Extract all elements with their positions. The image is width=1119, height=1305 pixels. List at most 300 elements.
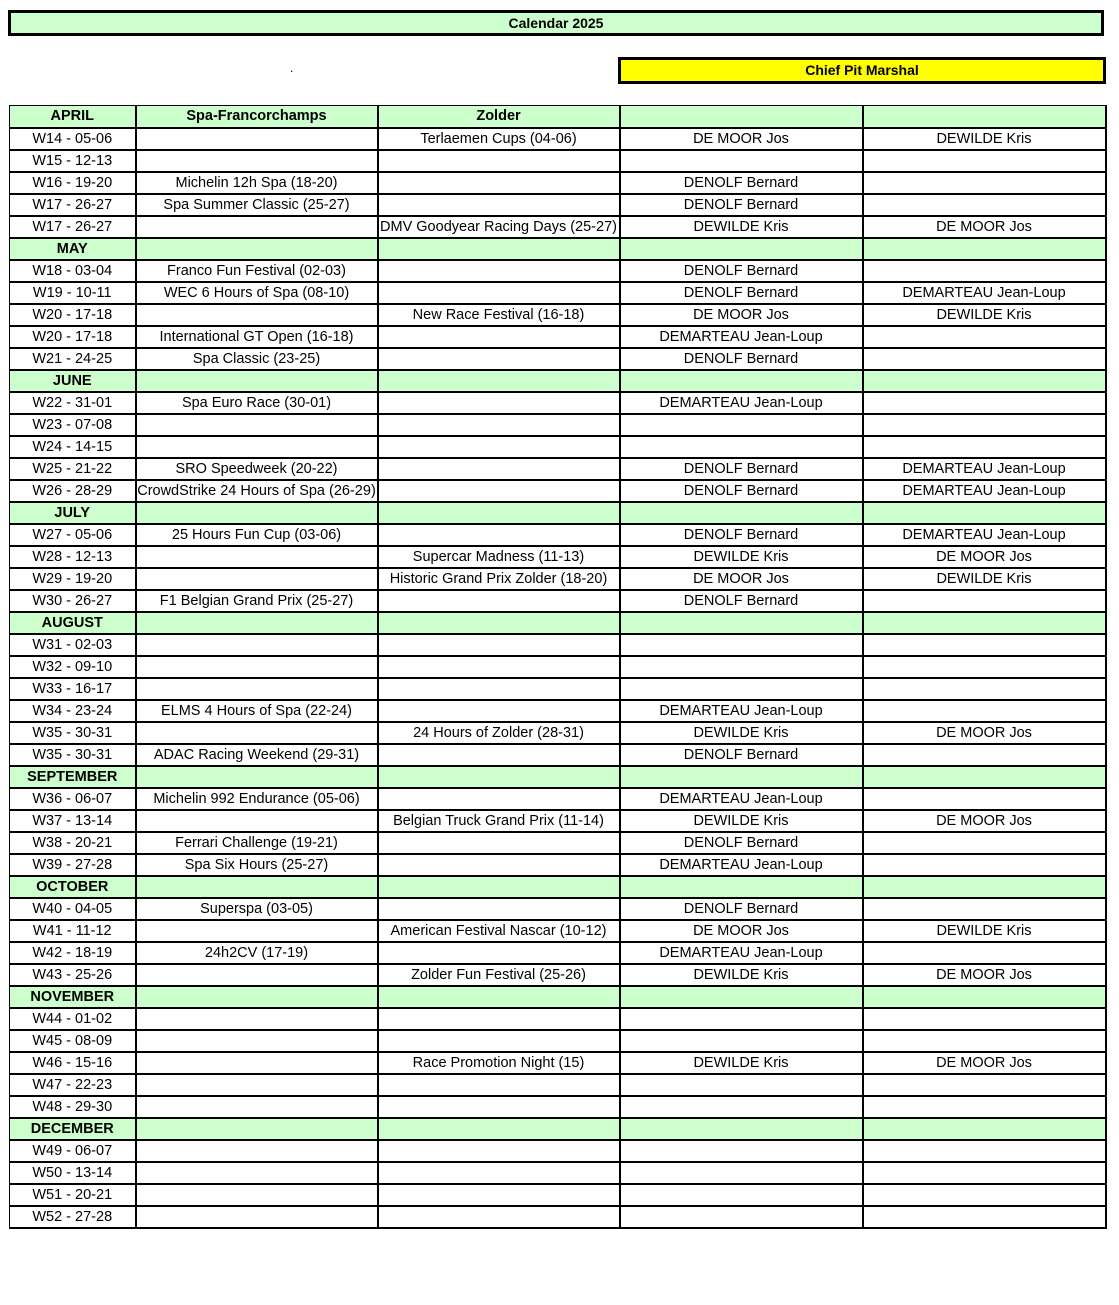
marshal-1-cell: DEWILDE Kris xyxy=(620,810,863,832)
table-row xyxy=(10,194,1106,216)
spa-event-cell: Spa Classic (23-25) xyxy=(136,348,378,370)
zolder-event-cell xyxy=(378,370,620,392)
table-row xyxy=(10,1074,1106,1096)
marshal-1-cell: DEMARTEAU Jean-Loup xyxy=(620,700,863,722)
marshal-2-cell xyxy=(863,788,1106,810)
spa-event-cell xyxy=(136,656,378,678)
zolder-event-cell xyxy=(378,458,620,480)
marshal-2-cell: DE MOOR Jos xyxy=(863,964,1106,986)
marshal-2-cell xyxy=(863,898,1106,920)
stray-mark: . xyxy=(290,61,294,75)
month-row xyxy=(10,1118,1106,1140)
zolder-event-cell: Zolder Fun Festival (25-26) xyxy=(378,964,620,986)
table-row xyxy=(10,920,1106,942)
zolder-event-cell xyxy=(378,1096,620,1118)
spa-event-cell: Spa Euro Race (30-01) xyxy=(136,392,378,414)
week-cell: W26 - 28-29 xyxy=(10,480,136,502)
zolder-event-cell xyxy=(378,502,620,524)
spa-event-cell xyxy=(136,810,378,832)
week-cell: W36 - 06-07 xyxy=(10,788,136,810)
spa-event-cell xyxy=(136,128,378,150)
marshal-1-cell xyxy=(620,876,863,898)
marshal-1-cell: DEWILDE Kris xyxy=(620,1052,863,1074)
calendar-title: Calendar 2025 xyxy=(8,10,1104,36)
zolder-event-cell xyxy=(378,678,620,700)
table-row xyxy=(10,326,1106,348)
marshal-2-cell: DE MOOR Jos xyxy=(863,546,1106,568)
zolder-event-cell xyxy=(378,348,620,370)
zolder-event-cell xyxy=(378,876,620,898)
table-row xyxy=(10,634,1106,656)
zolder-event-cell xyxy=(378,656,620,678)
spa-event-cell xyxy=(136,1096,378,1118)
marshal-2-cell xyxy=(863,260,1106,282)
zolder-event-cell: American Festival Nascar (10-12) xyxy=(378,920,620,942)
marshal-2-cell xyxy=(863,744,1106,766)
marshal-1-cell: DENOLF Bernard xyxy=(620,194,863,216)
marshal-1-cell xyxy=(620,502,863,524)
marshal-2-cell xyxy=(863,194,1106,216)
zolder-event-cell xyxy=(378,898,620,920)
marshal-2-cell: DE MOOR Jos xyxy=(863,722,1106,744)
table-row xyxy=(10,260,1106,282)
marshal-2-cell xyxy=(863,172,1106,194)
marshal-2-cell xyxy=(863,590,1106,612)
zolder-event-cell xyxy=(378,414,620,436)
marshal-2-cell xyxy=(863,942,1106,964)
marshal-2-cell: DE MOOR Jos xyxy=(863,810,1106,832)
marshal-1-cell: DEWILDE Kris xyxy=(620,722,863,744)
zolder-event-cell xyxy=(378,1008,620,1030)
marshal-1-cell: DEMARTEAU Jean-Loup xyxy=(620,326,863,348)
table-row xyxy=(10,392,1106,414)
zolder-event-cell xyxy=(378,194,620,216)
spa-event-cell xyxy=(136,1008,378,1030)
table-row xyxy=(10,832,1106,854)
zolder-event-cell xyxy=(378,854,620,876)
marshal-1-cell xyxy=(620,1074,863,1096)
marshal-2-cell xyxy=(863,150,1106,172)
marshal-2-cell xyxy=(863,392,1106,414)
week-cell: W19 - 10-11 xyxy=(10,282,136,304)
zolder-event-cell: Supercar Madness (11-13) xyxy=(378,546,620,568)
spa-event-cell xyxy=(136,1140,378,1162)
table-row xyxy=(10,678,1106,700)
table-row xyxy=(10,1140,1106,1162)
zolder-event-cell xyxy=(378,436,620,458)
table-row xyxy=(10,568,1106,590)
week-cell: W39 - 27-28 xyxy=(10,854,136,876)
marshal-2-cell xyxy=(863,1030,1106,1052)
table-row xyxy=(10,458,1106,480)
spa-event-cell xyxy=(136,1206,378,1228)
week-cell: W20 - 17-18 xyxy=(10,326,136,348)
week-cell: W47 - 22-23 xyxy=(10,1074,136,1096)
week-cell: W14 - 05-06 xyxy=(10,128,136,150)
table-row xyxy=(10,304,1106,326)
spa-event-cell: WEC 6 Hours of Spa (08-10) xyxy=(136,282,378,304)
marshal-1-cell: DENOLF Bernard xyxy=(620,832,863,854)
table-row xyxy=(10,590,1106,612)
zolder-event-cell xyxy=(378,150,620,172)
zolder-event-cell xyxy=(378,612,620,634)
table-row xyxy=(10,722,1106,744)
zolder-event-cell xyxy=(378,1074,620,1096)
marshal-2-cell xyxy=(863,832,1106,854)
spa-event-cell xyxy=(136,1052,378,1074)
marshal-1-cell xyxy=(620,1140,863,1162)
month-row xyxy=(10,238,1106,260)
spa-event-cell: F1 Belgian Grand Prix (25-27) xyxy=(136,590,378,612)
week-cell: W23 - 07-08 xyxy=(10,414,136,436)
marshal-2-cell: DE MOOR Jos xyxy=(863,1052,1106,1074)
month-row xyxy=(10,766,1106,788)
zolder-event-cell xyxy=(378,1030,620,1052)
spa-event-cell xyxy=(136,678,378,700)
week-cell: W21 - 24-25 xyxy=(10,348,136,370)
marshal-1-cell xyxy=(620,656,863,678)
spa-event-cell: Franco Fun Festival (02-03) xyxy=(136,260,378,282)
month-label: OCTOBER xyxy=(10,876,136,898)
marshal-1-cell xyxy=(620,766,863,788)
spa-event-cell: International GT Open (16-18) xyxy=(136,326,378,348)
week-cell: W29 - 19-20 xyxy=(10,568,136,590)
table-row xyxy=(10,216,1106,238)
month-label: JUNE xyxy=(10,370,136,392)
table-row xyxy=(10,1184,1106,1206)
marshal-1-cell: DENOLF Bernard xyxy=(620,590,863,612)
month-row xyxy=(10,876,1106,898)
zolder-event-cell: Belgian Truck Grand Prix (11-14) xyxy=(378,810,620,832)
spa-event-cell xyxy=(136,964,378,986)
zolder-event-cell xyxy=(378,1162,620,1184)
spa-event-cell xyxy=(136,1118,378,1140)
month-row xyxy=(10,612,1106,634)
month-label: AUGUST xyxy=(10,612,136,634)
spa-event-cell xyxy=(136,370,378,392)
marshal-2-cell xyxy=(863,436,1106,458)
spa-event-cell xyxy=(136,546,378,568)
zolder-event-cell xyxy=(378,1140,620,1162)
marshal-2-cell xyxy=(863,986,1106,1008)
marshal-2-cell: DE MOOR Jos xyxy=(863,216,1106,238)
spa-event-cell: 25 Hours Fun Cup (03-06) xyxy=(136,524,378,546)
spa-event-cell: Spa Six Hours (25-27) xyxy=(136,854,378,876)
week-cell: W15 - 12-13 xyxy=(10,150,136,172)
marshal-1-cell xyxy=(620,150,863,172)
month-row xyxy=(10,370,1106,392)
marshal-1-cell xyxy=(620,612,863,634)
zolder-event-cell: DMV Goodyear Racing Days (25-27) xyxy=(378,216,620,238)
marshal-2-cell xyxy=(863,612,1106,634)
header-marshal-1 xyxy=(620,106,863,128)
marshal-2-cell: DEMARTEAU Jean-Loup xyxy=(863,480,1106,502)
week-cell: W37 - 13-14 xyxy=(10,810,136,832)
spa-event-cell: CrowdStrike 24 Hours of Spa (26-29) xyxy=(136,480,378,502)
week-cell: W33 - 16-17 xyxy=(10,678,136,700)
marshal-1-cell: DENOLF Bernard xyxy=(620,458,863,480)
marshal-1-cell: DEWILDE Kris xyxy=(620,964,863,986)
marshal-2-cell xyxy=(863,876,1106,898)
marshal-1-cell: DENOLF Bernard xyxy=(620,744,863,766)
spa-event-cell xyxy=(136,304,378,326)
table-row xyxy=(10,128,1106,150)
week-cell: W27 - 05-06 xyxy=(10,524,136,546)
calendar-table xyxy=(9,105,1107,1229)
marshal-1-cell: DE MOOR Jos xyxy=(620,128,863,150)
week-cell: W30 - 26-27 xyxy=(10,590,136,612)
table-row xyxy=(10,524,1106,546)
marshal-1-cell xyxy=(620,1184,863,1206)
marshal-2-cell xyxy=(863,1206,1106,1228)
marshal-2-cell: DEWILDE Kris xyxy=(863,304,1106,326)
zolder-event-cell: New Race Festival (16-18) xyxy=(378,304,620,326)
spa-event-cell xyxy=(136,920,378,942)
zolder-event-cell xyxy=(378,788,620,810)
header-month: APRIL xyxy=(10,106,136,128)
chief-pit-marshal-label: Chief Pit Marshal xyxy=(618,57,1106,84)
week-cell: W32 - 09-10 xyxy=(10,656,136,678)
table-row xyxy=(10,1052,1106,1074)
marshal-2-cell xyxy=(863,348,1106,370)
week-cell: W16 - 19-20 xyxy=(10,172,136,194)
table-row xyxy=(10,898,1106,920)
week-cell: W52 - 27-28 xyxy=(10,1206,136,1228)
spa-event-cell xyxy=(136,568,378,590)
marshal-2-cell xyxy=(863,238,1106,260)
spa-event-cell xyxy=(136,216,378,238)
spa-event-cell xyxy=(136,150,378,172)
calendar-body xyxy=(10,106,1106,1228)
marshal-2-cell xyxy=(863,502,1106,524)
marshal-1-cell xyxy=(620,1030,863,1052)
week-cell: W46 - 15-16 xyxy=(10,1052,136,1074)
spa-event-cell xyxy=(136,876,378,898)
marshal-1-cell: DE MOOR Jos xyxy=(620,304,863,326)
zolder-event-cell: Historic Grand Prix Zolder (18-20) xyxy=(378,568,620,590)
week-cell: W22 - 31-01 xyxy=(10,392,136,414)
week-cell: W49 - 06-07 xyxy=(10,1140,136,1162)
spa-event-cell xyxy=(136,1030,378,1052)
table-row xyxy=(10,150,1106,172)
table-row xyxy=(10,1162,1106,1184)
marshal-1-cell: DE MOOR Jos xyxy=(620,568,863,590)
spa-event-cell xyxy=(136,414,378,436)
spa-event-cell xyxy=(136,612,378,634)
spa-event-cell xyxy=(136,1184,378,1206)
spa-event-cell xyxy=(136,436,378,458)
spa-event-cell: Michelin 12h Spa (18-20) xyxy=(136,172,378,194)
marshal-2-cell xyxy=(863,1074,1106,1096)
marshal-1-cell: DEWILDE Kris xyxy=(620,546,863,568)
table-header-row xyxy=(10,106,1106,128)
month-row xyxy=(10,986,1106,1008)
zolder-event-cell xyxy=(378,172,620,194)
zolder-event-cell xyxy=(378,524,620,546)
marshal-2-cell xyxy=(863,656,1106,678)
week-cell: W51 - 20-21 xyxy=(10,1184,136,1206)
marshal-1-cell: DEMARTEAU Jean-Loup xyxy=(620,392,863,414)
table-row xyxy=(10,436,1106,458)
table-row xyxy=(10,854,1106,876)
zolder-event-cell xyxy=(378,480,620,502)
marshal-2-cell: DEMARTEAU Jean-Loup xyxy=(863,282,1106,304)
week-cell: W38 - 20-21 xyxy=(10,832,136,854)
week-cell: W40 - 04-05 xyxy=(10,898,136,920)
marshal-1-cell xyxy=(620,1206,863,1228)
zolder-event-cell xyxy=(378,238,620,260)
week-cell: W24 - 14-15 xyxy=(10,436,136,458)
marshal-1-cell xyxy=(620,238,863,260)
marshal-1-cell: DENOLF Bernard xyxy=(620,898,863,920)
marshal-1-cell: DE MOOR Jos xyxy=(620,920,863,942)
spa-event-cell: Spa Summer Classic (25-27) xyxy=(136,194,378,216)
spa-event-cell xyxy=(136,722,378,744)
week-cell: W17 - 26-27 xyxy=(10,194,136,216)
marshal-1-cell xyxy=(620,1118,863,1140)
table-row xyxy=(10,1030,1106,1052)
zolder-event-cell xyxy=(378,1118,620,1140)
marshal-2-cell xyxy=(863,1162,1106,1184)
spa-event-cell xyxy=(136,634,378,656)
spa-event-cell: Ferrari Challenge (19-21) xyxy=(136,832,378,854)
marshal-2-cell xyxy=(863,634,1106,656)
marshal-2-cell xyxy=(863,766,1106,788)
zolder-event-cell xyxy=(378,326,620,348)
zolder-event-cell: 24 Hours of Zolder (28-31) xyxy=(378,722,620,744)
marshal-1-cell xyxy=(620,436,863,458)
marshal-1-cell: DENOLF Bernard xyxy=(620,282,863,304)
table-row xyxy=(10,546,1106,568)
table-row xyxy=(10,700,1106,722)
week-cell: W45 - 08-09 xyxy=(10,1030,136,1052)
month-label: JULY xyxy=(10,502,136,524)
table-row xyxy=(10,744,1106,766)
marshal-2-cell xyxy=(863,1140,1106,1162)
marshal-1-cell xyxy=(620,1096,863,1118)
table-row xyxy=(10,348,1106,370)
spa-event-cell: 24h2CV (17-19) xyxy=(136,942,378,964)
marshal-1-cell xyxy=(620,370,863,392)
table-row xyxy=(10,480,1106,502)
table-row xyxy=(10,414,1106,436)
zolder-event-cell: Race Promotion Night (15) xyxy=(378,1052,620,1074)
spa-event-cell xyxy=(136,766,378,788)
spa-event-cell xyxy=(136,1162,378,1184)
marshal-2-cell xyxy=(863,700,1106,722)
week-cell: W43 - 25-26 xyxy=(10,964,136,986)
spa-event-cell: SRO Speedweek (20-22) xyxy=(136,458,378,480)
zolder-event-cell xyxy=(378,832,620,854)
marshal-2-cell xyxy=(863,414,1106,436)
zolder-event-cell xyxy=(378,986,620,1008)
week-cell: W35 - 30-31 xyxy=(10,744,136,766)
marshal-1-cell xyxy=(620,678,863,700)
marshal-1-cell: DEWILDE Kris xyxy=(620,216,863,238)
spa-event-cell: Superspa (03-05) xyxy=(136,898,378,920)
marshal-1-cell xyxy=(620,634,863,656)
zolder-event-cell xyxy=(378,1184,620,1206)
zolder-event-cell xyxy=(378,766,620,788)
marshal-1-cell xyxy=(620,1162,863,1184)
marshal-1-cell: DENOLF Bernard xyxy=(620,524,863,546)
month-label: DECEMBER xyxy=(10,1118,136,1140)
marshal-1-cell: DEMARTEAU Jean-Loup xyxy=(620,854,863,876)
marshal-1-cell: DENOLF Bernard xyxy=(620,480,863,502)
marshal-2-cell xyxy=(863,678,1106,700)
marshal-1-cell: DEMARTEAU Jean-Loup xyxy=(620,788,863,810)
marshal-2-cell xyxy=(863,1008,1106,1030)
spa-event-cell xyxy=(136,502,378,524)
zolder-event-cell xyxy=(378,700,620,722)
month-label: NOVEMBER xyxy=(10,986,136,1008)
marshal-2-cell xyxy=(863,1118,1106,1140)
marshal-1-cell: DENOLF Bernard xyxy=(620,260,863,282)
table-row xyxy=(10,172,1106,194)
week-cell: W18 - 03-04 xyxy=(10,260,136,282)
spa-event-cell: Michelin 992 Endurance (05-06) xyxy=(136,788,378,810)
spa-event-cell xyxy=(136,238,378,260)
week-cell: W17 - 26-27 xyxy=(10,216,136,238)
zolder-event-cell xyxy=(378,590,620,612)
week-cell: W20 - 17-18 xyxy=(10,304,136,326)
table-row xyxy=(10,810,1106,832)
week-cell: W42 - 18-19 xyxy=(10,942,136,964)
week-cell: W41 - 11-12 xyxy=(10,920,136,942)
week-cell: W44 - 01-02 xyxy=(10,1008,136,1030)
table-row xyxy=(10,942,1106,964)
marshal-2-cell xyxy=(863,370,1106,392)
marshal-1-cell: DENOLF Bernard xyxy=(620,172,863,194)
spa-event-cell xyxy=(136,1074,378,1096)
zolder-event-cell xyxy=(378,1206,620,1228)
header-zolder: Zolder xyxy=(378,106,620,128)
week-cell: W35 - 30-31 xyxy=(10,722,136,744)
marshal-1-cell xyxy=(620,414,863,436)
week-cell: W48 - 29-30 xyxy=(10,1096,136,1118)
marshal-1-cell: DENOLF Bernard xyxy=(620,348,863,370)
marshal-2-cell xyxy=(863,1096,1106,1118)
marshal-2-cell xyxy=(863,1184,1106,1206)
week-cell: W34 - 23-24 xyxy=(10,700,136,722)
zolder-event-cell xyxy=(378,260,620,282)
week-cell: W31 - 02-03 xyxy=(10,634,136,656)
zolder-event-cell xyxy=(378,634,620,656)
table-row xyxy=(10,1008,1106,1030)
marshal-1-cell xyxy=(620,1008,863,1030)
table-row xyxy=(10,788,1106,810)
table-row xyxy=(10,1206,1106,1228)
table-row xyxy=(10,964,1106,986)
zolder-event-cell: Terlaemen Cups (04-06) xyxy=(378,128,620,150)
marshal-2-cell: DEWILDE Kris xyxy=(863,920,1106,942)
week-cell: W25 - 21-22 xyxy=(10,458,136,480)
marshal-2-cell xyxy=(863,854,1106,876)
zolder-event-cell xyxy=(378,282,620,304)
marshal-2-cell: DEWILDE Kris xyxy=(863,568,1106,590)
marshal-2-cell xyxy=(863,326,1106,348)
week-cell: W50 - 13-14 xyxy=(10,1162,136,1184)
zolder-event-cell xyxy=(378,942,620,964)
header-marshal-2 xyxy=(863,106,1106,128)
marshal-2-cell: DEMARTEAU Jean-Loup xyxy=(863,524,1106,546)
month-row xyxy=(10,502,1106,524)
spa-event-cell xyxy=(136,986,378,1008)
header-spa-francorchamps: Spa-Francorchamps xyxy=(136,106,378,128)
week-cell: W28 - 12-13 xyxy=(10,546,136,568)
marshal-1-cell xyxy=(620,986,863,1008)
table-row xyxy=(10,282,1106,304)
